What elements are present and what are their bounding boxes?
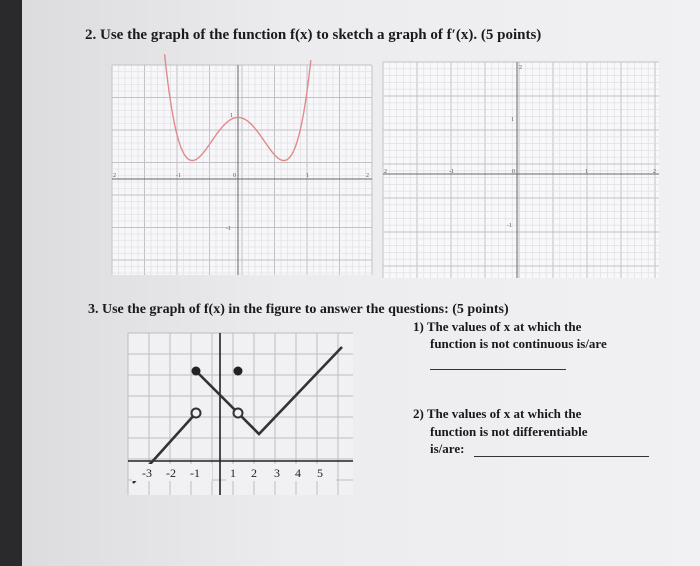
question-2-title: 2. Use the graph of the function f(x) to sketch a graph of f′(x). (5 points)	[85, 27, 542, 43]
answer-blank-continuity[interactable]	[430, 369, 566, 370]
f-graph-tick-xleft: -1	[176, 173, 181, 179]
derivative-grid-tick-ymid: 1	[511, 117, 514, 123]
x-tick-4: 4	[295, 466, 301, 480]
answer-blank-differentiability[interactable]	[474, 456, 649, 457]
derivative-grid-tick-xfar-right: 2	[653, 169, 656, 175]
x-tick-neg1: -1	[190, 466, 200, 480]
f-graph-grid	[112, 65, 372, 275]
derivative-sketch-grid	[383, 62, 659, 278]
subquestion-1-line-2: function is not continuous is/are	[430, 336, 607, 351]
filled-point-1	[192, 367, 201, 376]
derivative-grid-tick-xfar-left: 2	[384, 169, 387, 175]
subquestion-1-line-1: 1) The values of x at which the	[413, 319, 582, 334]
piecewise-graph	[128, 333, 353, 495]
derivative-grid-tick-origin: 0	[512, 169, 515, 175]
subquestion-2-line-1: 2) The values of x at which the	[413, 406, 582, 421]
derivative-grid-tick-ybottom: -1	[507, 223, 512, 229]
filled-point-2	[234, 367, 243, 376]
derivative-grid-tick-ytop: 2	[519, 65, 522, 71]
derivative-grid-tick-xright: 1	[585, 169, 588, 175]
open-circle-point-1	[192, 409, 201, 418]
subquestion-2-line-2: function is not differentiable	[430, 424, 588, 439]
x-tick-5: 5	[317, 466, 323, 480]
f-graph	[112, 65, 372, 275]
f-graph-tick-origin: 0	[233, 173, 236, 179]
x-tick-neg3: -3	[142, 466, 152, 480]
x-tick-1: 1	[230, 466, 236, 480]
f-graph-tick-ybottom: -1	[226, 226, 231, 232]
f-graph-tick-xfar-right: 2	[366, 173, 369, 179]
derivative-grid-tick-xleft: -1	[449, 169, 454, 175]
subquestion-2-line-3: is/are:	[430, 441, 465, 456]
f-graph-tick-ytop: 1	[230, 113, 233, 119]
x-tick-3: 3	[274, 466, 280, 480]
f-graph-tick-xright: 1	[306, 173, 309, 179]
open-circle-point-2	[234, 409, 243, 418]
question-3-title: 3. Use the graph of f(x) in the figure to answer the questions: (5 points)	[88, 302, 509, 317]
f-graph-tick-xfar-left: 2	[113, 173, 116, 179]
x-tick-neg2: -2	[166, 466, 176, 480]
x-tick-2: 2	[251, 466, 257, 480]
